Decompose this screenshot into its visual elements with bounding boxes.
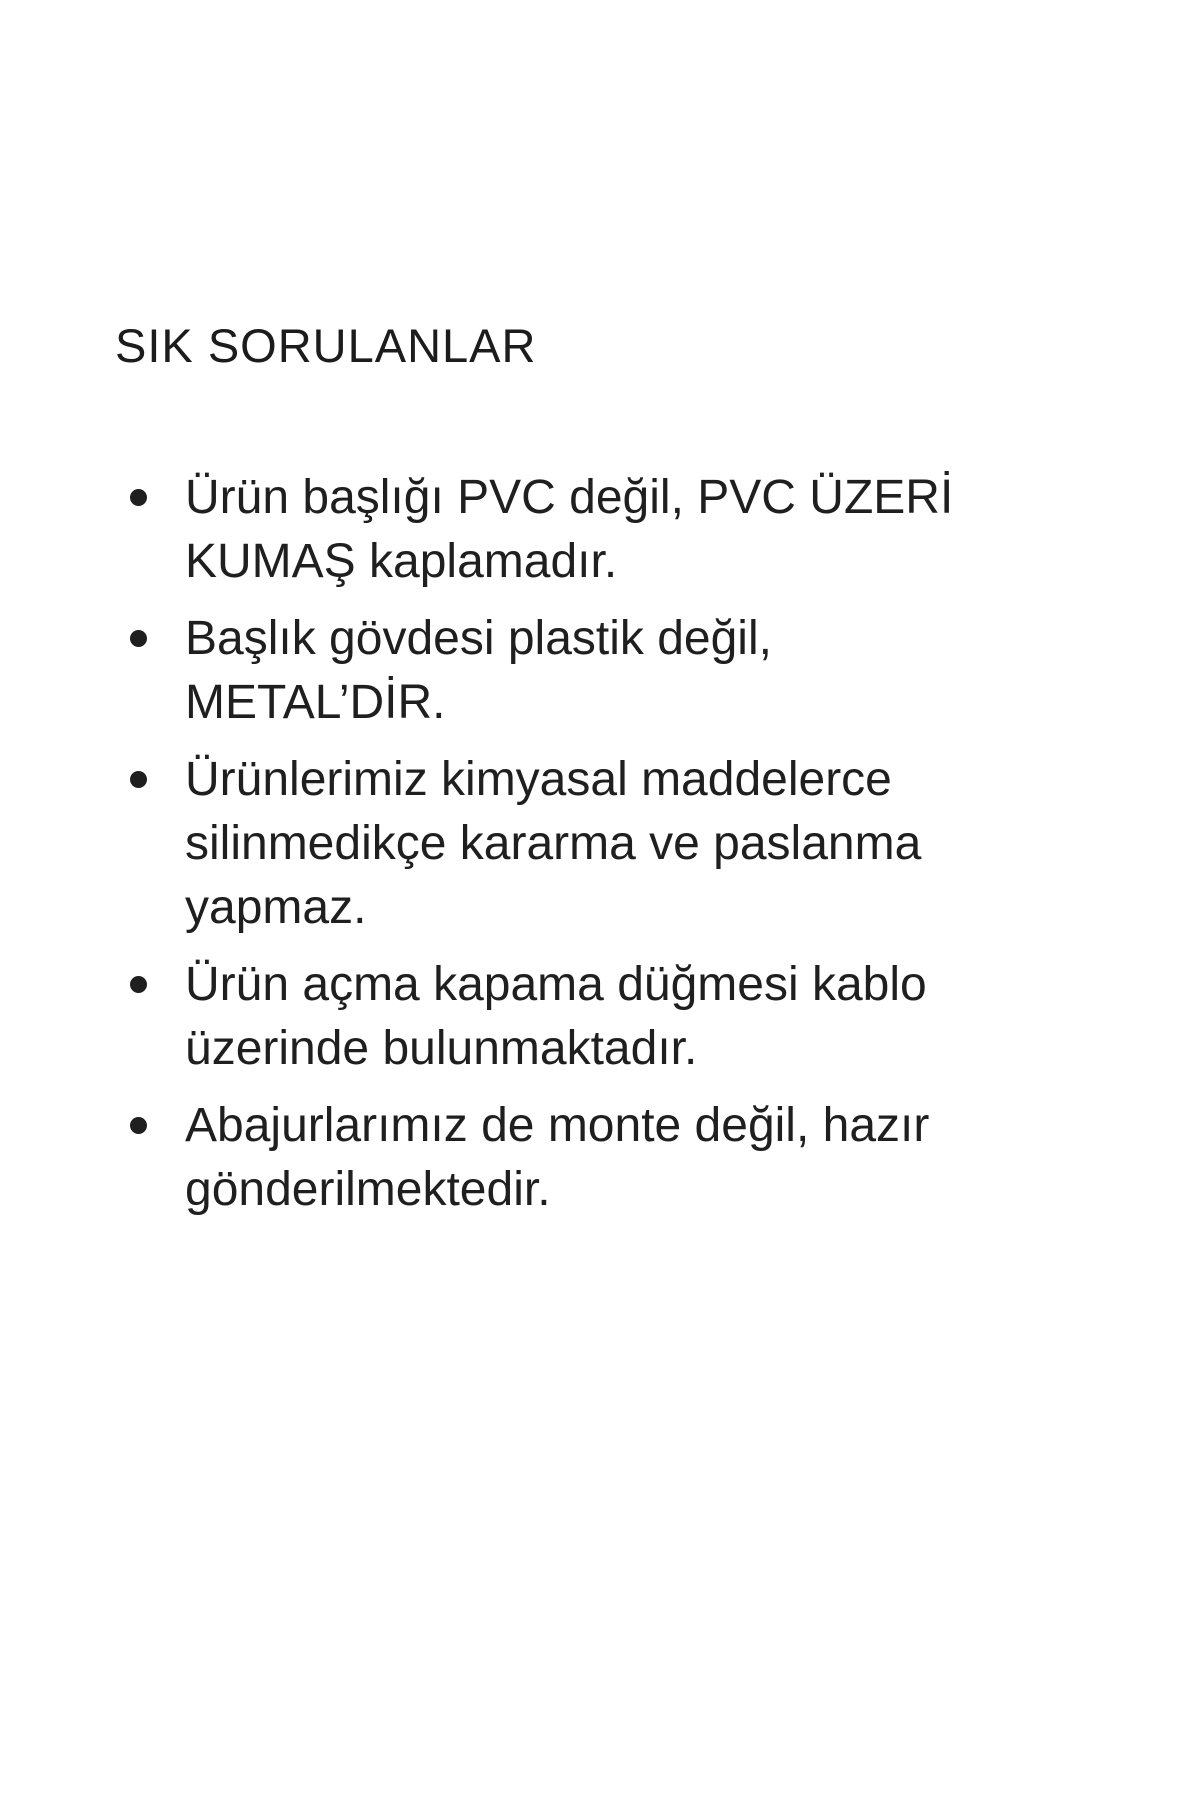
bullet-icon	[130, 1117, 147, 1134]
faq-bullet-item	[130, 953, 1035, 1081]
faq-bullet-item	[130, 748, 1035, 940]
faq-bullet-text: Ürün başlığı PVC değil, PVC ÜZERİ KUMAŞ kaplamadır.	[185, 471, 954, 589]
faq-bullet-text: Ürün açma kapama düğmesi kablo üzerinde bulunmaktadır.	[185, 958, 927, 1076]
bullet-icon	[130, 489, 147, 506]
page-title: SIK SORULANLAR	[115, 319, 537, 372]
faq-bullet-item	[130, 607, 1035, 735]
faq-bullet-text: Başlık gövdesi plastik değil, METAL’DİR.	[185, 612, 772, 730]
bullet-icon	[130, 630, 147, 647]
bullet-icon	[130, 976, 147, 993]
faq-list	[115, 466, 1035, 1222]
bullet-icon	[130, 771, 147, 788]
faq-bullet-text: Ürünlerimiz kimyasal maddelerce silinmedikçe kararma ve paslanma yapmaz.	[185, 753, 922, 935]
faq-bullet-item	[130, 1094, 1035, 1222]
faq-bullet-text: Abajurlarımız de monte değil, hazır gönderilmektedir.	[185, 1099, 930, 1217]
faq-bullet-item	[130, 466, 1035, 594]
